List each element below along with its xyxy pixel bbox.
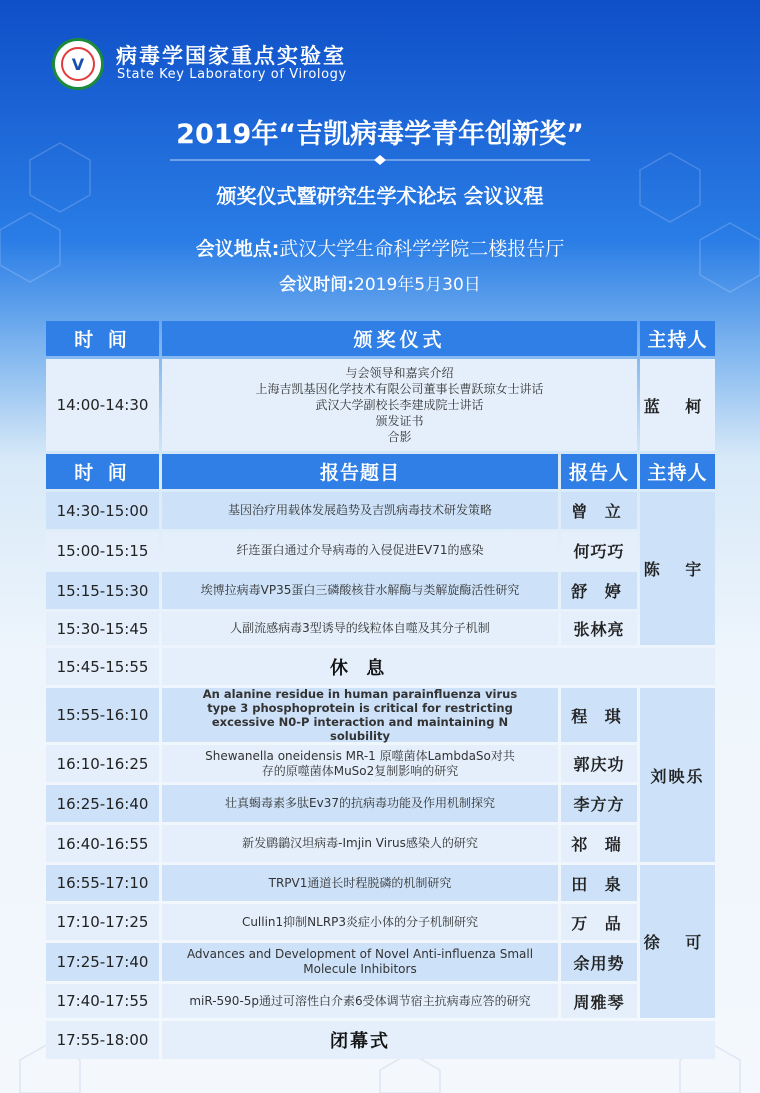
session-topic: Advances and Development of Novel Anti-influenza Small Molecule Inhibitors	[162, 943, 558, 981]
session-time: 16:25-16:40	[46, 785, 159, 822]
break-label: 休 息	[162, 648, 715, 685]
session-time: 15:15-15:30	[46, 572, 159, 609]
session-speaker: 祁 瑞	[561, 825, 637, 862]
session-host: 刘映乐	[640, 688, 715, 862]
ceremony-header-host: 主持人	[640, 321, 715, 356]
ceremony-item: 武汉大学副校长李建成院士讲话	[315, 398, 484, 412]
session-time: 16:40-16:55	[46, 825, 159, 862]
ceremony-item: 合影	[387, 430, 412, 444]
session-speaker: 田 泉	[561, 865, 637, 901]
session-speaker: 何巧巧	[561, 532, 637, 569]
page-title: 2019年“吉凯病毒学青年创新奖”	[176, 119, 584, 150]
ceremony-item: 颁发证书	[375, 414, 424, 428]
title-divider	[170, 155, 590, 165]
forum-header-host: 主持人	[640, 454, 715, 489]
session-time: 17:40-17:55	[46, 984, 159, 1018]
session-speaker: 舒 婷	[561, 572, 637, 609]
session-topic: Shewanella oneidensis MR-1 原噬菌体LambdaSo对共存的原噬菌体MuSo2复制影响的研究	[162, 745, 558, 782]
session-topic: TRPV1通道长时程脱磷的机制研究	[162, 865, 558, 901]
session-speaker: 万 品	[561, 904, 637, 940]
session-topic: 人副流感病毒3型诱导的线粒体自噬及其分子机制	[162, 612, 558, 645]
break-time: 15:45-15:55	[46, 648, 159, 685]
session-time: 15:55-16:10	[46, 688, 159, 742]
lab-name-en: State Key Laboratory of Virology	[117, 67, 347, 82]
session-time: 15:00-15:15	[46, 532, 159, 569]
session-speaker: 程 琪	[561, 688, 637, 742]
session-speaker: 李方方	[561, 785, 637, 822]
session-speaker: 余用势	[561, 943, 637, 981]
session-time: 17:25-17:40	[46, 943, 159, 981]
session-topic: 新发鹛鶲汉坦病毒-Imjin Virus感染人的研究	[162, 825, 558, 862]
session-speaker: 曾 立	[561, 492, 637, 529]
session-time: 15:30-15:45	[46, 612, 159, 645]
closing-time: 17:55-18:00	[46, 1021, 159, 1059]
session-topic: 埃博拉病毒VP35蛋白三磷酸核苷水解酶与类解旋酶活性研究	[162, 572, 558, 609]
session-speaker: 张林亮	[561, 612, 637, 645]
forum-header-speaker: 报告人	[561, 454, 637, 489]
ceremony-header-time: 时 间	[46, 321, 159, 356]
session-speaker: 郭庆功	[561, 745, 637, 782]
session-time: 16:10-16:25	[46, 745, 159, 782]
session-topic: An alanine residue in human parainfluenza virus type 3 phosphoprotein is critical for restricting excessive N0-P interaction and maintaining N solubility	[162, 688, 558, 742]
session-speaker: 周雅琴	[561, 984, 637, 1018]
session-host: 陈 宇	[640, 492, 715, 645]
meeting-date: 会议时间:2019年5月30日	[279, 275, 481, 295]
forum-header-time: 时 间	[46, 454, 159, 489]
ceremony-item: 上海吉凯基因化学技术有限公司董事长曹跃琼女士讲话	[255, 382, 544, 396]
virus-logo-icon: V	[61, 47, 95, 81]
closing-label: 闭幕式	[162, 1021, 715, 1059]
lab-name-cn: 病毒学国家重点实验室	[116, 44, 346, 68]
session-topic: Cullin1抑制NLRP3炎症小体的分子机制研究	[162, 904, 558, 940]
ceremony-item: 与会领导和嘉宾介绍	[345, 366, 454, 380]
meeting-location: 会议地点:武汉大学生命科学学院二楼报告厅	[195, 238, 565, 260]
session-topic: 基因治疗用载体发展趋势及吉凯病毒技术研发策略	[162, 492, 558, 529]
lab-logo	[52, 38, 104, 90]
session-time: 16:55-17:10	[46, 865, 159, 901]
ceremony-header-event: 颁奖仪式	[162, 321, 637, 356]
session-topic: 壮真蝎毒素多肽Ev37的抗病毒功能及作用机制探究	[162, 785, 558, 822]
session-topic: 纤连蛋白通过介导病毒的入侵促进EV71的感染	[162, 532, 558, 569]
ceremony-time: 14:00-14:30	[46, 359, 159, 451]
session-topic: miR-590-5p通过可溶性白介素6受体调节宿主抗病毒应答的研究	[162, 984, 558, 1018]
page-subtitle: 颁奖仪式暨研究生学术论坛 会议议程	[216, 184, 544, 208]
session-time: 17:10-17:25	[46, 904, 159, 940]
ceremony-items	[162, 359, 637, 451]
session-host: 徐 可	[640, 865, 715, 1018]
ceremony-host: 蓝 柯	[640, 359, 715, 451]
forum-header-topic: 报告题目	[162, 454, 558, 489]
session-time: 14:30-15:00	[46, 492, 159, 529]
